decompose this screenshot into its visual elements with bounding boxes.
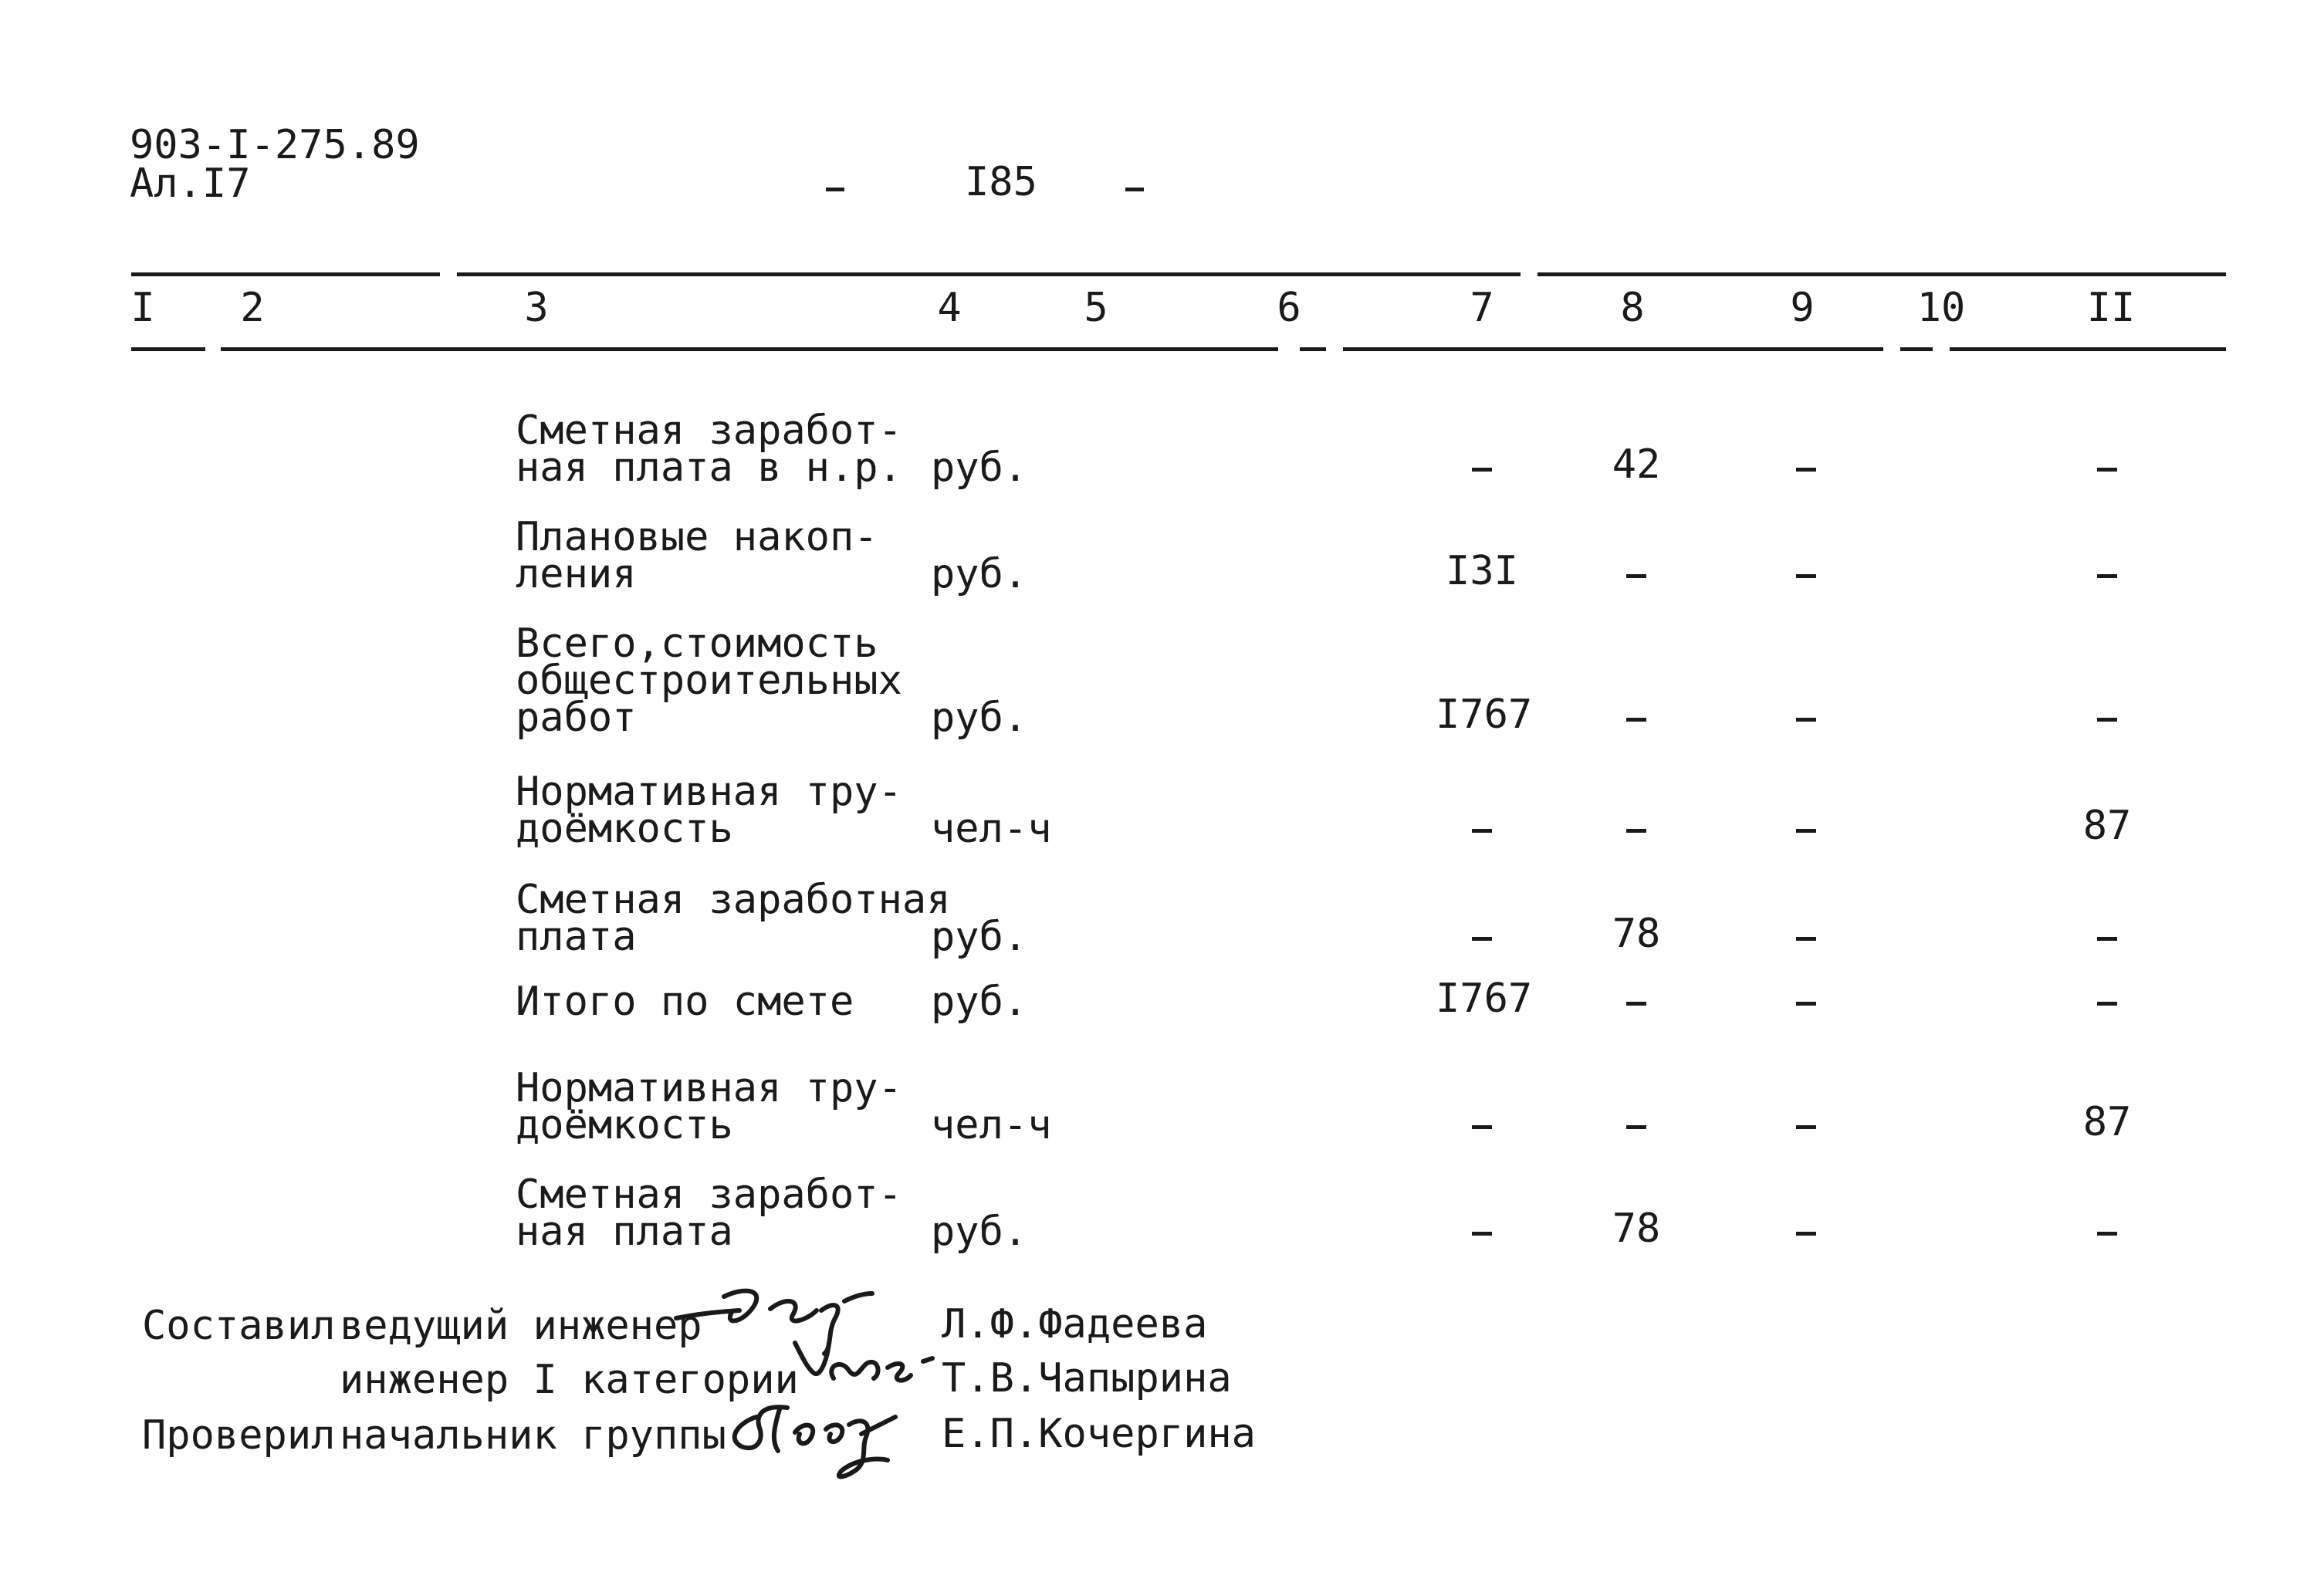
row-unit: руб. (931, 445, 1028, 491)
row-value-dash-c9 (1796, 1125, 1816, 1129)
row-value-c8: 78 (1612, 911, 1661, 957)
row-value-dash-c9 (1796, 1232, 1816, 1236)
row-value-c11: 87 (2082, 1099, 2132, 1145)
page-number: I85 (965, 159, 1037, 205)
row-value-dash-c8 (1626, 1125, 1646, 1129)
compiled-by-label: Составил (142, 1303, 336, 1349)
row-description-line: Итого по смете (516, 979, 854, 1025)
row-unit: руб. (931, 1209, 1028, 1255)
row-value-dash-c7 (1472, 1232, 1492, 1236)
row-unit: чел-ч (931, 806, 1052, 852)
document-code: 903-I-275.89 (130, 122, 420, 168)
signer-role: ведущий инженер (340, 1303, 702, 1349)
row-unit: руб. (931, 979, 1028, 1025)
signer-name: Л.Ф.Фадеева (942, 1301, 1208, 1347)
signature-kochergina (710, 1386, 957, 1486)
row-value-dash-c8 (1626, 829, 1646, 833)
row-unit: чел-ч (931, 1102, 1052, 1148)
row-value-c11: 87 (2082, 803, 2132, 849)
column-number: 10 (1916, 285, 1966, 331)
signer-role: начальник группы (340, 1412, 726, 1459)
row-description-line: ная плата (516, 1209, 733, 1255)
row-value-dash-c7 (1472, 937, 1492, 941)
row-value-c8: 42 (1612, 441, 1661, 488)
row-value-dash-c11 (2097, 468, 2117, 472)
row-description-line: доёмкость (516, 806, 733, 852)
row-description-line: плата (516, 914, 637, 960)
row-description-line: Нормативная тру- (516, 769, 902, 815)
row-value-dash-c7 (1472, 468, 1492, 472)
row-value-dash-c9 (1796, 718, 1816, 722)
row-value-dash-c11 (2097, 937, 2117, 941)
signer-name: Т.В.Чапырина (942, 1355, 1232, 1402)
row-description-line: работ (516, 695, 637, 741)
row-description-line: общестроительных (516, 658, 902, 704)
row-description-line: ная плата в н.р. (516, 445, 902, 491)
column-number: 7 (1470, 285, 1494, 331)
row-value-dash-c9 (1796, 829, 1816, 833)
page-number-dash-right (1125, 188, 1144, 191)
row-value-dash-c11 (2097, 1002, 2117, 1006)
row-unit: руб. (931, 914, 1028, 960)
row-description-line: Сметная заработ- (516, 407, 902, 454)
row-value-dash-c8 (1626, 574, 1646, 578)
row-value-dash-c11 (2097, 1232, 2117, 1236)
column-number: I (130, 285, 155, 331)
row-value-c7: I767 (1436, 691, 1533, 738)
row-value-c8: 78 (1612, 1205, 1661, 1252)
row-description-line: Сметная заработ- (516, 1172, 902, 1218)
row-unit: руб. (931, 695, 1028, 741)
row-value-dash-c9 (1796, 574, 1816, 578)
sheet-label: Ал.I7 (130, 161, 251, 207)
row-description-line: Нормативная тру- (516, 1065, 902, 1111)
column-number: 5 (1084, 285, 1108, 331)
checked-by-label: Проверил (142, 1412, 336, 1459)
signer-name: Е.П.Кочергина (942, 1411, 1256, 1457)
signer-role: инженер I категории (340, 1357, 799, 1403)
row-value-dash-c9 (1796, 1002, 1816, 1006)
column-number: 3 (524, 285, 549, 331)
row-value-dash-c7 (1472, 829, 1492, 833)
column-number: II (2086, 285, 2136, 331)
row-description-line: доёмкость (516, 1102, 733, 1148)
row-value-dash-c11 (2097, 718, 2117, 722)
row-value-dash-c7 (1472, 1125, 1492, 1129)
page-number-dash-left (826, 188, 844, 191)
column-number: 8 (1620, 285, 1645, 331)
row-description-line: Всего,стоимость (516, 620, 878, 667)
row-description-line: Плановые накоп- (516, 514, 878, 560)
row-value-dash-c11 (2097, 574, 2117, 578)
column-number: 4 (937, 285, 962, 331)
column-number: 6 (1277, 285, 1301, 331)
row-unit: руб. (931, 551, 1028, 597)
column-number: 2 (240, 285, 265, 331)
row-value-c7: I767 (1436, 976, 1533, 1022)
row-value-dash-c9 (1796, 937, 1816, 941)
row-description-line: ления (516, 551, 637, 597)
row-value-dash-c8 (1626, 718, 1646, 722)
row-value-dash-c8 (1626, 1002, 1646, 1006)
row-value-dash-c9 (1796, 468, 1816, 472)
row-value-c7: I3I (1446, 548, 1518, 594)
row-description-line: Сметная заработная (516, 877, 951, 923)
column-number: 9 (1790, 285, 1815, 331)
